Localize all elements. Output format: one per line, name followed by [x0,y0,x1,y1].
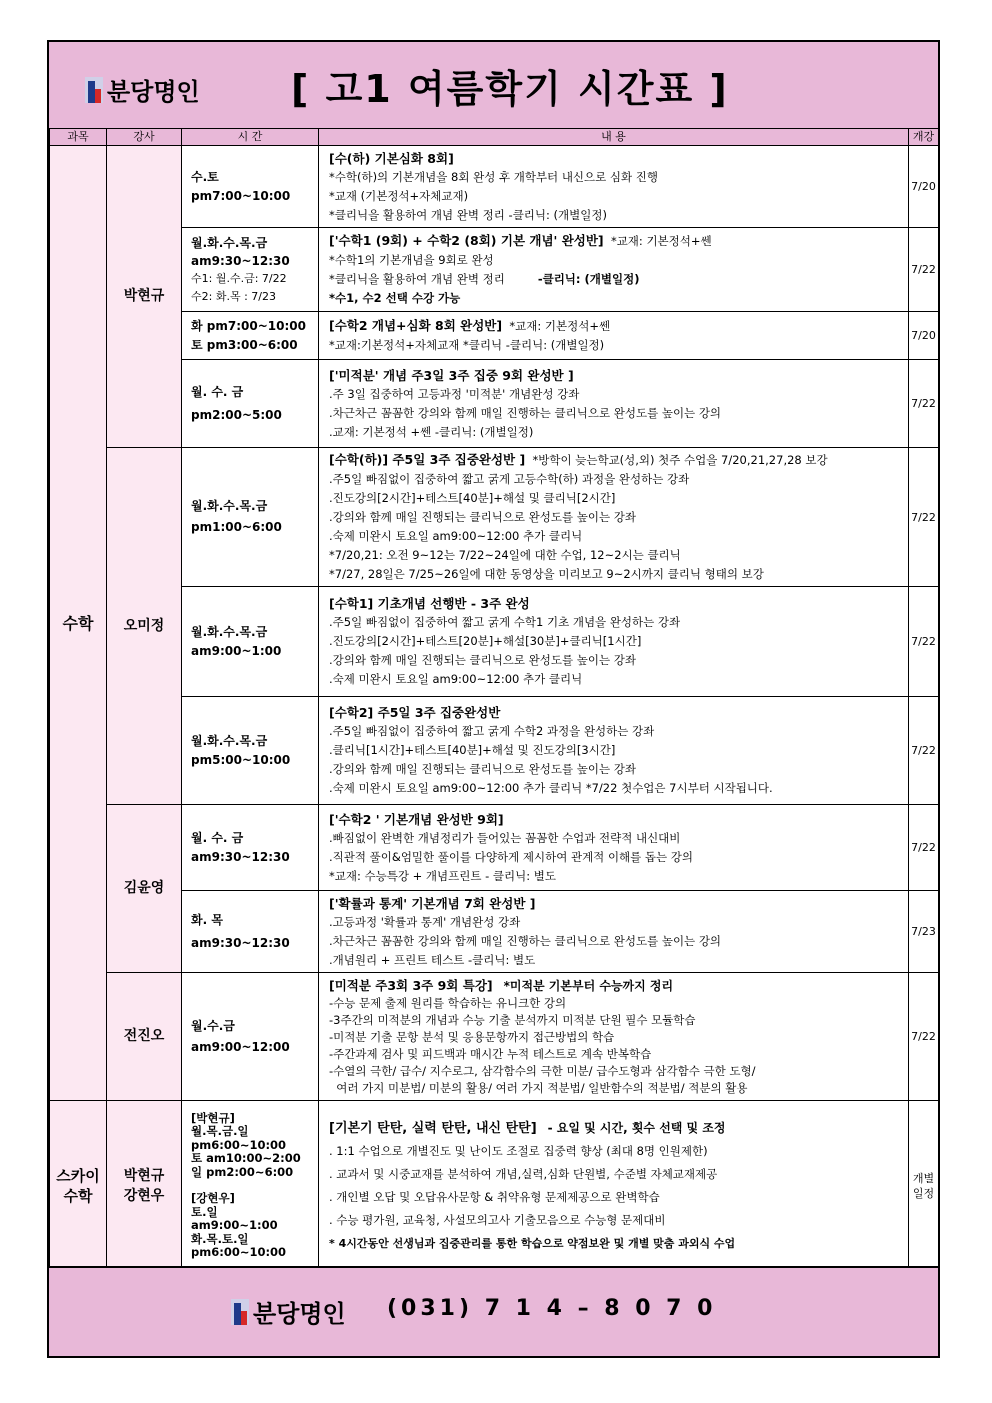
content-cell: [미적분 주3회 3주 9회 특강] *미적분 기본부터 수능까지 정리 -수능 문제 출제 원리를 학습하는 유니크한 강의 -3주간의 미적분의 개념과 수능 기출 분석까지 미적분 단원 필수 모듈학습 -미적분 기출 문항 분석 및 응용문항까지 접근방법의 학습 -주간과제 검사 및 피드백과 매시간 누적 테스트로 계속 반복학습 -수열의 극한/ 급수/ 지수로그, 삼각함수의 극한 미분/ 급수도형과 삼각함수 극한 도형/ 여러 가지 미분법/ 미분의 활용/ 여러 가지 적분법/ 일반함수의 적분법/ 적분의 활용 [319,973,909,1101]
time-cell: 월.화.수.목.금 pm5:00~10:00 [182,697,319,805]
content-cell: [수학2 개념+심화 8회 완성반] *교재: 기본정석+쎈 *교재:기본정석+자체교재 *클리닉 -클리닉: (개별일정) [319,312,909,360]
time-cell: 화 pm7:00~10:00 토 pm3:00~6:00 [182,312,319,360]
phone-number: (031) 7 1 4 – 8 0 7 0 [387,1296,717,1321]
content-cell: [수학2] 주5일 3주 집중완성반 .주5일 빠짐없이 집중하여 짧고 굵게 수학2 과정을 완성하는 강좌 .클리닉[1시간]+테스트[40분]+해설 및 진도강의[3시간] .강의와 함께 매일 진행되는 클리닉으로 완성도를 높이는 강좌 .숙제 미완시 토요일 am9:00~12:00 추가 클리닉 *7/22 첫수업은 7시부터 시작됩니다. [319,697,909,805]
open-date: 7/22 [909,973,939,1101]
open-date: 7/20 [909,312,939,360]
open-date: 7/22 [909,448,939,587]
table-row [50,973,939,1101]
time-cell: 월.화.수.목.금 am9:00~1:00 [182,587,319,697]
time-cell: 월.수.금 am9:00~12:00 [182,973,319,1101]
page-title: [ 고1 여름학기 시간표 ] [291,67,729,111]
teacher-cell: 박현규 [107,146,182,448]
footer-brand-name: 분당명인 [253,1300,346,1328]
table-row [50,891,939,973]
teacher-cell: 오미정 [107,448,182,805]
table-row [50,228,939,312]
content-cell: ['확률과 통계' 기본개념 7회 완성반 ] .고등과정 '확률과 통계' 개념완성 강좌 .차근차근 꼼꼼한 강의와 함께 매일 진행하는 클리닉으로 완성도를 높이는 강의 .개념원리 + 프린트 테스트 -클리닉: 별도 [319,891,909,973]
subject-cell: 수학 [50,146,107,1101]
time-cell: 월.화.수.목.금 am9:30~12:30 수1: 월.수.금: 7/22 수2: 화.목 : 7/23 [182,228,319,312]
time-cell: [박현규] 월.목.금.일 pm6:00~10:00 토 am10:00~2:00 일 pm2:00~6:00 [강현우] 토.일 am9:00~1:00 화.목.토.일 pm6:00~10:00 [182,1101,319,1271]
content-cell: [기본기 탄탄, 실력 탄탄, 내신 탄탄] - 요일 및 시간, 횟수 선택 및 조정 . 1:1 수업으로 개별진도 및 난이도 조절로 집중력 향상 (최대 8명 인원제한) . 교과서 및 시중교재를 분석하여 개념,실력,심화 단원별, 수준별 자체교재제공 . 개인별 오답 및 오답유사문항 & 취약유형 문제제공으로 완벽학습 . 수능 평가원, 교육청, 사설모의고사 기출모음으로 수능형 문제대비 * 4시간동안 선생님과 집중관리를 통한 학습으로 약점보완 및 개별 맞춤 과외식 수업 [319,1101,909,1271]
timetable-sheet [47,40,940,1358]
open-date: 7/20 [909,146,939,228]
open-date: 개별 일정 [909,1101,939,1271]
table-row [50,1101,939,1271]
table-row [50,587,939,697]
content-cell: ['미적분' 개념 주3일 3주 집중 9회 완성반 ] .주 3일 집중하여 고등과정 '미적분' 개념완성 강좌 .차근차근 꼼꼼한 강의와 함께 매일 진행하는 클리닉으로 완성도를 높이는 강의 .교재: 기본정석 +쎈 -클리닉: (개별일정) [319,360,909,448]
open-date: 7/22 [909,697,939,805]
content-cell: ['수학2 ' 기본개념 완성반 9회] .빠짐없이 완벽한 개념정리가 들어있는 꼼꼼한 수업과 전략적 내신대비 .직관적 풀이&엄밀한 풀이를 다양하게 제시하여 관계적 이해를 돕는 강의 *교재: 수능특강 + 개념프린트 - 클리닉: 별도 [319,805,909,891]
time-cell: 월. 수. 금 am9:30~12:30 [182,805,319,891]
table-row [50,146,939,228]
brand-logo-icon [85,77,103,103]
table-row [50,360,939,448]
open-date: 7/22 [909,228,939,312]
subject-cell: 스카이 수학 [50,1101,107,1271]
time-cell: 수.토 pm7:00~10:00 [182,146,319,228]
time-cell: 월.화.수.목.금 pm1:00~6:00 [182,448,319,587]
time-cell: 월. 수. 금 pm2:00~5:00 [182,360,319,448]
time-cell: 화. 목 am9:30~12:30 [182,891,319,973]
brand-logo [85,72,200,107]
open-date: 7/22 [909,805,939,891]
teacher-cell: 박현규 강현우 [107,1101,182,1271]
content-cell: [수학(하)] 주5일 3주 집중완성반 ] *방학이 늦는학교(성,외) 첫주 수업을 7/20,21,27,28 보강 .주5일 빠짐없이 집중하여 짧고 굵게 고등수학(하) 과정을 완성하는 강좌 .진도강의[2시간]+테스트[40분]+해설 및 클리닉[2시간] .강의와 함께 매일 진행되는 클리닉으로 완성도를 높이는 강좌 .숙제 미완시 토요일 am9:00~12:00 추가 클리닉 *7/20,21: 오전 9~12는 7/22~24일에 대한 수업, 12~2시는 클리닉 *7/27, 28일은 7/25~26일에 대한 동영상을 미리보고 9~2시까지 클리닉 형태의 보강 [319,448,909,587]
content-cell: [수(하) 기본심화 8회] *수학(하)의 기본개념을 8회 완성 후 개학부터 내신으로 심화 진행 *교재 (기본정석+자체교재) *클리닉을 활용하여 개념 완벽 정리 -클리닉: (개별일정) [319,146,909,228]
col-teacher: 강사 [107,129,182,146]
col-subject: 과목 [50,129,107,146]
schedule-table [49,128,939,1271]
col-open: 개강 [909,129,939,146]
table-row [50,697,939,805]
content-cell: ['수학1 (9회) + 수학2 (8회) 기본 개념' 완성반] *교재: 기본정석+쎈 *수학1의 기본개념을 9회로 완성 *클리닉을 활용하여 개념 완벽 정리 -클리닉: (개별일정) *수1, 수2 선택 수강 가능 [319,228,909,312]
footer-logo [231,1294,346,1329]
header-bar [49,42,938,130]
brand-name: 분당명인 [107,78,200,106]
open-date: 7/22 [909,587,939,697]
col-content: 내 용 [319,129,909,146]
table-row [50,312,939,360]
teacher-cell: 김윤영 [107,805,182,973]
footer-bar [49,1266,938,1356]
table-row [50,448,939,587]
table-row [50,805,939,891]
brand-logo-icon [231,1299,249,1325]
open-date: 7/23 [909,891,939,973]
content-cell: [수학1] 기초개념 선행반 - 3주 완성 .주5일 빠짐없이 집중하여 짧고 굵게 수학1 기초 개념을 완성하는 강좌 .진도강의[2시간]+테스트[20분]+해설[30분]+클리닉[1시간] .강의와 함께 매일 진행되는 클리닉으로 완성도를 높이는 강좌 .숙제 미완시 토요일 am9:00~12:00 추가 클리닉 [319,587,909,697]
open-date: 7/22 [909,360,939,448]
teacher-cell: 전진오 [107,973,182,1101]
col-time: 시 간 [182,129,319,146]
